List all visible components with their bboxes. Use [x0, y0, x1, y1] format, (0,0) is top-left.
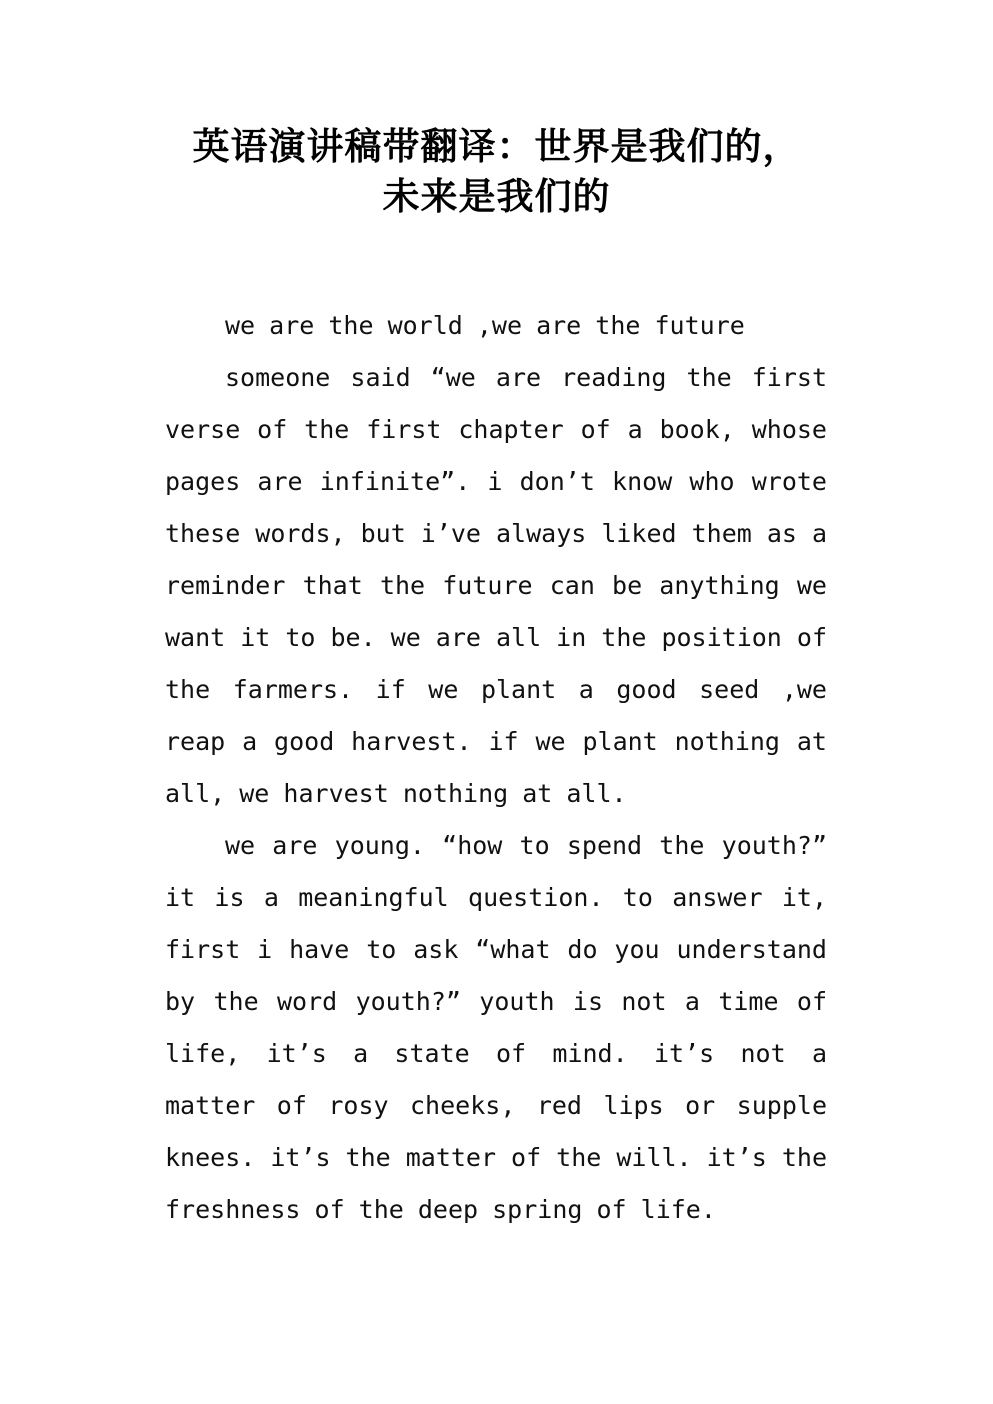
- paragraph-heading: we are the world ,we are the future: [225, 311, 745, 340]
- paragraph-2: we are young. “how to spend the youth?” it is a meaningful question. to answer it, first i have to ask “what do you understand by the word youth?” youth is not a time of life, it’s a state of mind. it’s not a matter of rosy cheeks, red lips or supple knees. it’s the matter of the will. it’s the freshness of the deep spring of life.: [165, 831, 827, 1224]
- paragraph-1: someone said “we are reading the first verse of the first chapter of a book, whose pages are infinite”. i don’t know who wrote these words, but i’ve always liked them as a reminder that the future can be anything we want it to be. we are all in the position of the farmers. if we plant a good seed ,we reap a good harvest. if we plant nothing at all, we harvest nothing at all.: [165, 363, 827, 808]
- document-body: [165, 300, 827, 1236]
- document-title: [0, 122, 993, 222]
- title-line-1: 英语演讲稿带翻译：世界是我们的，: [192, 125, 801, 168]
- title-line-2: 未来是我们的: [382, 175, 611, 218]
